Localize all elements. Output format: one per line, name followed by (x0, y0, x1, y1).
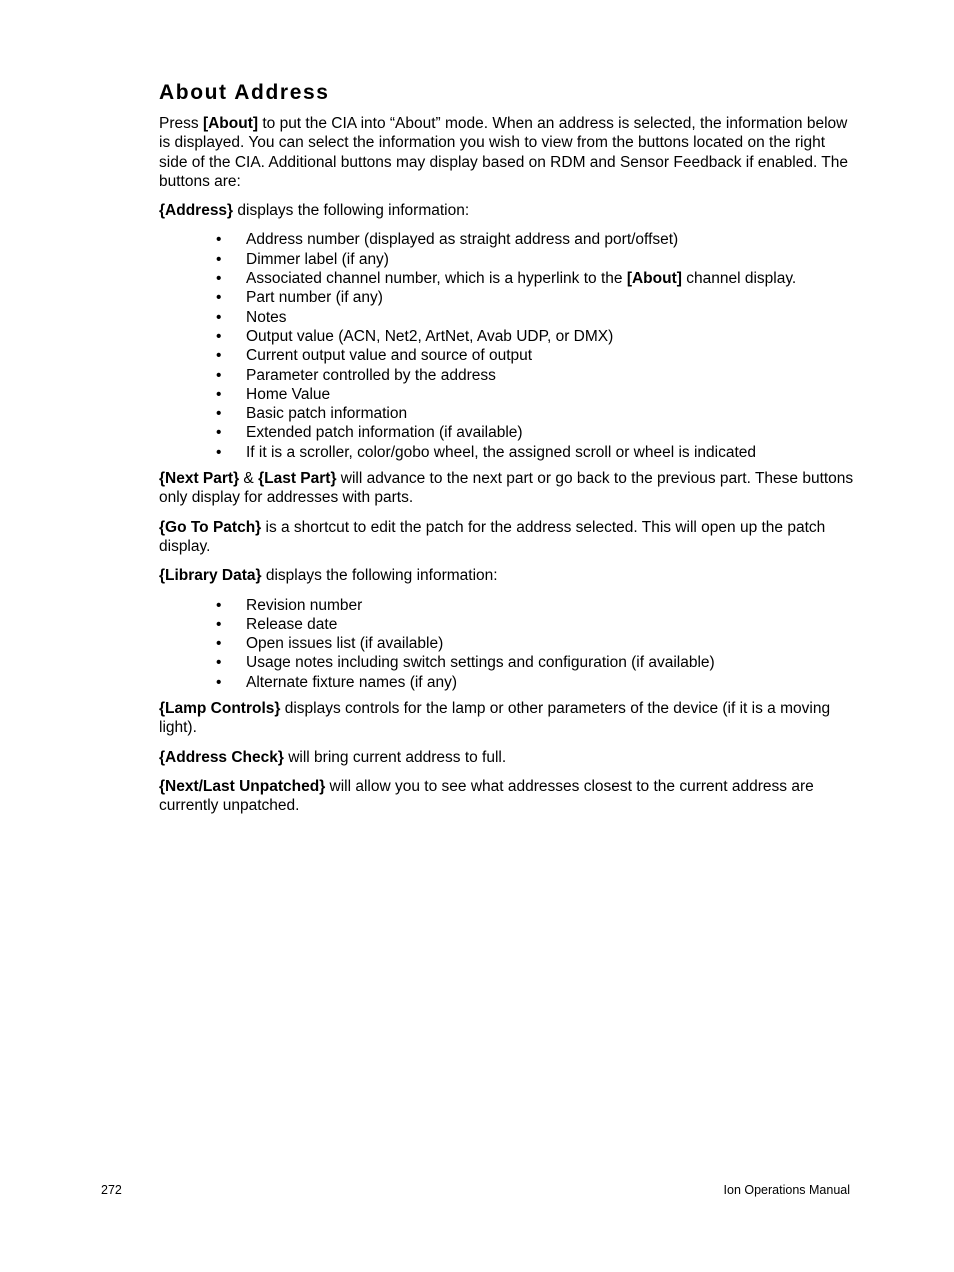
bullet-icon: • (216, 673, 222, 691)
library-data-list (159, 596, 854, 692)
bullet-icon: • (216, 289, 222, 307)
address-info-list (159, 230, 854, 462)
library-data-softkey-label: {Library Data} (159, 567, 262, 585)
about-channel-link-label: [About] (626, 270, 682, 288)
address-softkey-label: {Address} (159, 202, 234, 220)
list-item: • Parameter controlled by the address (216, 366, 496, 384)
bullet-icon: • (216, 654, 222, 672)
bullet-icon: • (216, 327, 222, 345)
list-item: • Usage notes including switch settings and configuration (if available) (216, 654, 715, 672)
intro-text-2: to put the CIA into “About” mode. When an address is selected, the information below is displayed. You can select the information you wish to view from the buttons located on the right side of the CIA. Additional buttons may display based on RDM and Sensor Feedback if enabled. The buttons are: (159, 115, 849, 190)
go-to-patch-paragraph: {Go To Patch} is a shortcut to edit the patch for the address selected. This will open up the patch display. (159, 518, 826, 555)
list-item: • Address number (displayed as straight address and port/offset) (216, 231, 679, 249)
list-item: • Basic patch information (216, 405, 408, 423)
list-item: • Current output value and source of output (216, 347, 533, 365)
bullet-icon: • (216, 308, 222, 326)
list-item: • Associated channel number, which is a hyperlink to the [About] channel display. (216, 270, 797, 288)
bullet-icon: • (216, 443, 222, 461)
bullet-icon: • (216, 366, 222, 384)
list-item: • Output value (ACN, Net2, ArtNet, Avab UDP, or DMX) (216, 327, 614, 345)
bullet-icon: • (216, 615, 222, 633)
bullet-icon: • (216, 250, 222, 268)
library-data-paragraph: {Library Data} displays the following information: (159, 567, 498, 585)
list-item: • If it is a scroller, color/gobo wheel, the assigned scroll or wheel is indicated (216, 443, 757, 461)
lamp-controls-paragraph: {Lamp Controls} displays controls for the lamp or other parameters of the device (if it is a moving light). (159, 700, 831, 737)
intro-paragraph (159, 114, 854, 191)
next-part-softkey-label: {Next Part} (159, 470, 240, 488)
about-key-label: [About] (202, 115, 259, 132)
list-item: • Dimmer label (if any) (216, 250, 389, 268)
section-title: About Address (159, 81, 330, 104)
list-item: • Part number (if any) (216, 289, 383, 307)
list-item: • Revision number (216, 596, 363, 614)
list-item: • Home Value (216, 385, 331, 403)
list-item: • Extended patch information (if available) (216, 424, 523, 442)
bullet-icon: • (216, 405, 222, 423)
list-item: • Release date (216, 615, 338, 633)
next-part-paragraph: {Next Part} & {Last Part} will advance to the next part or go back to the previous part. These buttons only display for addresses with parts. (159, 470, 854, 507)
address-check-paragraph: {Address Check} will bring current address to full. (159, 748, 507, 766)
page-content (159, 78, 854, 826)
intro-text-1: Press (159, 115, 203, 132)
bullet-icon: • (216, 424, 222, 442)
bullet-icon: • (216, 270, 222, 288)
page-number: 272 (101, 1183, 122, 1197)
last-part-softkey-label: {Last Part} (258, 470, 337, 488)
next-last-unpatched-softkey-label: {Next/Last Unpatched} (159, 777, 326, 795)
address-check-softkey-label: {Address Check} (159, 748, 284, 766)
bullet-icon: • (216, 635, 222, 653)
bullet-icon: • (216, 385, 222, 403)
list-item: • Alternate fixture names (if any) (216, 673, 458, 691)
address-paragraph (159, 201, 854, 220)
address-text: displays the following information: (233, 202, 470, 220)
list-item: • Notes (216, 308, 287, 326)
go-to-patch-softkey-label: {Go To Patch} (159, 518, 262, 536)
bullet-icon: • (216, 231, 222, 249)
lamp-controls-softkey-label: {Lamp Controls} (159, 700, 281, 718)
next-last-unpatched-paragraph: {Next/Last Unpatched} will allow you to see what addresses closest to the current address are currently unpatched. (159, 777, 814, 815)
bullet-icon: • (216, 347, 222, 365)
list-item: • Open issues list (if available) (216, 635, 444, 653)
manual-title: Ion Operations Manual (723, 1183, 850, 1197)
bullet-icon: • (216, 596, 222, 614)
